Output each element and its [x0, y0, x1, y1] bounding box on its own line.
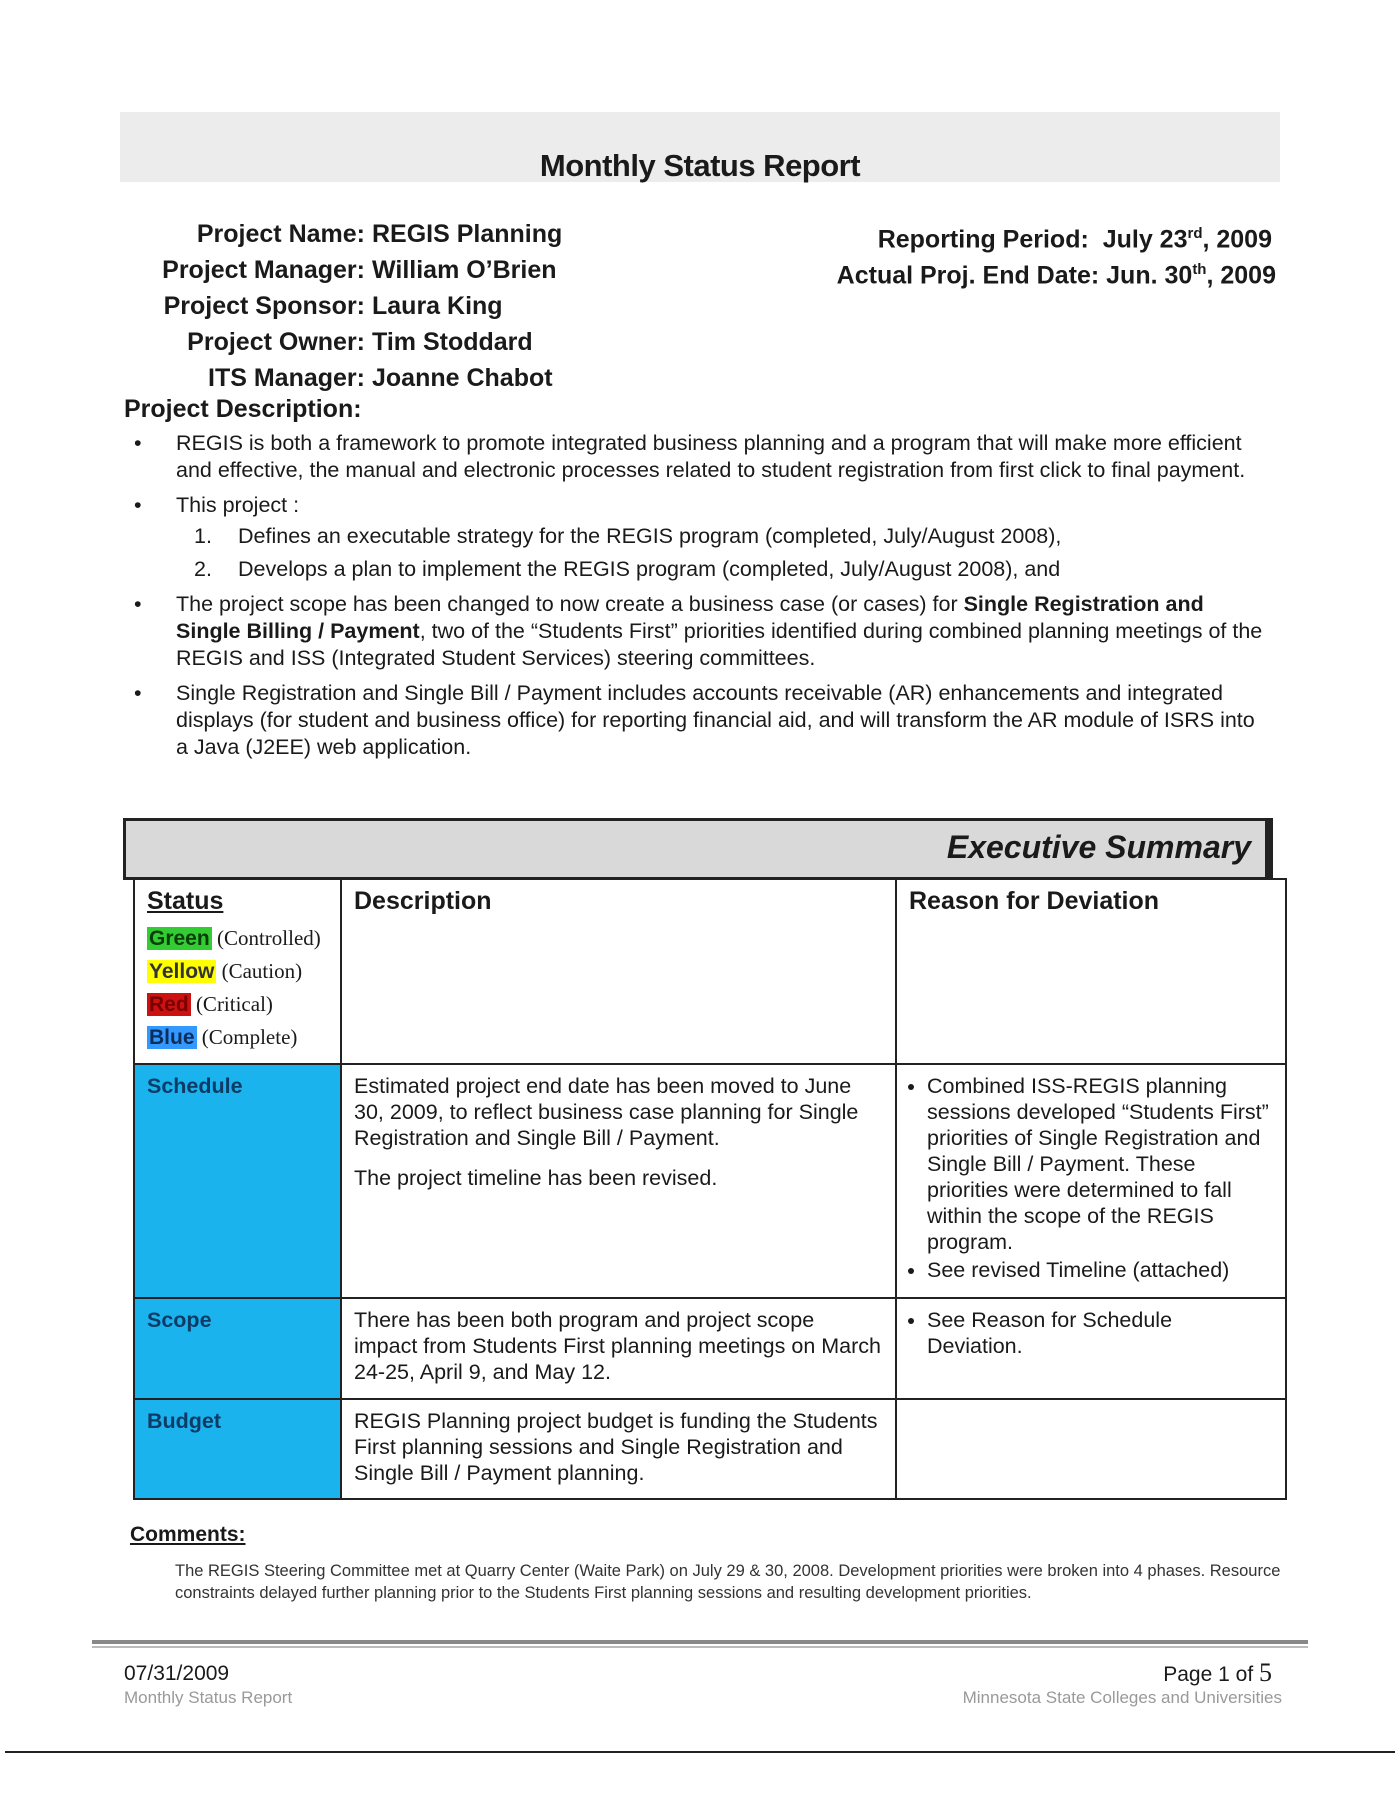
list-item: • The project scope has been changed to now create a business case (or cases) for Single Registration and Single Billing / Payment, two of the “Students First” priorities identified during combined planning meetings of the REGIS and ISS (Integrated Student Services) steering committees.	[134, 592, 1263, 670]
executive-summary-title: Executive Summary	[946, 829, 1251, 865]
footer-date: 07/31/2009	[124, 1662, 230, 1685]
list-item: • This project :	[134, 493, 300, 517]
project-manager-label: Project Manager:	[162, 256, 365, 284]
project-owner-value: Tim Stoddard	[372, 328, 533, 356]
budget-reason	[896, 1399, 1286, 1499]
status-column-header: Status Green (Controlled) Yellow (Caution) Red (Critical) Blue (Complete)	[134, 879, 341, 1064]
comments-label: Comments:	[130, 1523, 246, 1546]
its-manager-value: Joanne Chabot	[372, 364, 553, 392]
table-row	[134, 879, 1286, 1064]
comments-text: The REGIS Steering Committee met at Quarry Center (Waite Park) on July 29 & 30, 2008. Development priorities were broken into 4 phases. Resource constraints delayed further planning prior to the Students First planning sessions and resulting development priorities.	[175, 1562, 1281, 1602]
footer-rule	[92, 1640, 1308, 1644]
reporting-period: Reporting Period: July 23rd, 2009	[877, 225, 1272, 254]
schedule-description: Estimated project end date has been moved to June 30, 2009, to reflect business case planning for Single Registration and Single Bill / Payment. The project timeline has been revised.	[341, 1064, 896, 1298]
executive-summary-table	[133, 878, 1287, 1500]
table-row	[134, 1298, 1286, 1399]
numbered-item: 1. Defines an executable strategy for the REGIS program (completed, July/August 2008),	[194, 524, 1062, 548]
reason-column-header: Reason for Deviation	[896, 879, 1286, 1064]
footer-rule-thin	[92, 1646, 1308, 1648]
actual-end-date: Actual Proj. End Date: Jun. 30th, 2009	[836, 261, 1276, 290]
list-item: • REGIS is both a framework to promote integrated business planning and a program that will make more efficient and effective, the manual and electronic processes related to student registration from first click to final payment.	[134, 431, 1246, 482]
project-description-bullets	[130, 430, 1270, 769]
row-label-scope: Scope	[134, 1298, 341, 1399]
footer-doc-name: Monthly Status Report	[124, 1688, 293, 1707]
its-manager-label: ITS Manager:	[208, 364, 365, 392]
project-owner-label: Project Owner:	[187, 328, 365, 356]
status-swatch-blue: Blue	[149, 1026, 195, 1049]
footer-organization: Minnesota State Colleges and Universities	[962, 1688, 1282, 1707]
status-swatch-yellow: Yellow	[149, 960, 215, 983]
page-number: Page 1 of 5	[1163, 1658, 1272, 1687]
row-label-schedule: Schedule	[134, 1064, 341, 1298]
project-sponsor-label: Project Sponsor:	[163, 292, 365, 320]
status-swatch-red: Red	[149, 993, 189, 1016]
table-row	[134, 1399, 1286, 1499]
schedule-reason: • Combined ISS-REGIS planning sessions developed “Students First” priorities of Single Registration and Single Bill / Payment. These priorities were determined to fall within the scope of the REGIS program. • See revised Timeline (attached)	[896, 1064, 1286, 1298]
project-name-value: REGIS Planning	[372, 220, 563, 248]
project-description-label: Project Description:	[124, 395, 362, 423]
project-name-label: Project Name:	[196, 220, 365, 248]
project-manager-value: William O’Brien	[372, 256, 557, 284]
numbered-item: 2. Develops a plan to implement the REGIS program (completed, July/August 2008), and	[194, 557, 1061, 581]
status-legend: Green (Controlled) Yellow (Caution) Red (Critical) Blue (Complete)	[149, 926, 321, 1049]
report-title: Monthly Status Report	[539, 148, 861, 183]
description-column-header: Description	[341, 879, 896, 1064]
page-bottom-rule	[5, 1751, 1395, 1753]
project-sponsor-value: Laura King	[372, 292, 503, 320]
executive-summary-header	[123, 818, 1273, 880]
list-item: • Single Registration and Single Bill / Payment includes accounts receivable (AR) enhancements and integrated displays (for student and business office) for reporting financial aid, and will transform the AR module of ISRS into a Java (J2EE) web application.	[134, 681, 1255, 759]
row-label-budget: Budget	[134, 1399, 341, 1499]
table-row	[134, 1064, 1286, 1298]
scope-reason: • See Reason for Schedule Deviation.	[896, 1298, 1286, 1399]
status-swatch-green: Green	[149, 927, 210, 950]
scope-description: There has been both program and project scope impact from Students First planning meetings on March 24-25, April 9, and May 12.	[341, 1298, 896, 1399]
budget-description: REGIS Planning project budget is funding the Students First planning sessions and Single Registration and Single Bill / Payment planning.	[341, 1399, 896, 1499]
